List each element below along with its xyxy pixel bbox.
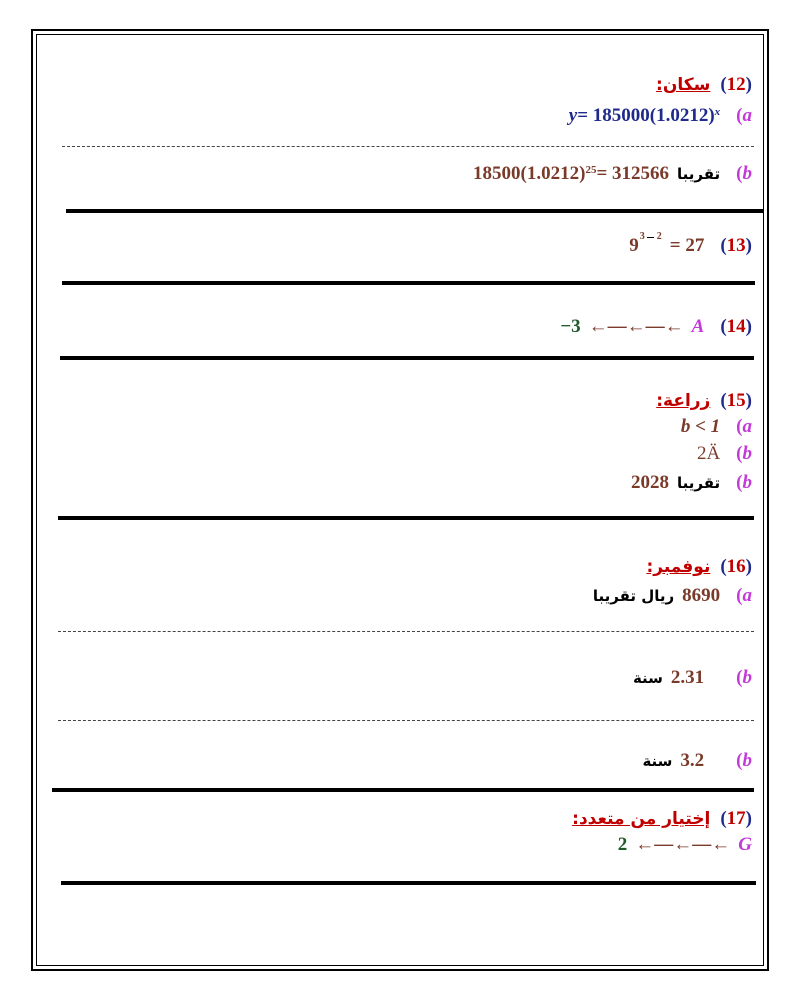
q12-b-rhs: = 312566 <box>596 163 670 184</box>
q16-number: 16 <box>726 556 746 577</box>
section-divider <box>58 516 754 520</box>
dashed-divider <box>62 146 754 147</box>
q16-part-a: ريال تقريبا 8690 ( a <box>592 585 752 606</box>
q15-number: 15 <box>726 390 746 411</box>
q12-b-lhs: 18500(1.0212) <box>473 163 586 184</box>
q16-b1-unit: سنة <box>632 669 663 687</box>
q12-a-label: a <box>742 105 752 126</box>
q16-a-value: 8690 <box>682 585 721 606</box>
q17-number: 17 <box>726 808 746 829</box>
q17-header: إختيار من متعدد: ( 17 ) <box>572 808 752 829</box>
q13-exponent-fraction: 3 2 <box>639 231 662 242</box>
section-divider <box>61 881 756 885</box>
q15-part-b2: 2028 تقريبا ( b <box>631 472 752 493</box>
q17-arrows: ←—←—← <box>635 834 731 855</box>
q16-b2-value: 3.2 <box>680 750 705 771</box>
q16-b1-value: 2.31 <box>670 667 705 688</box>
section-divider <box>60 356 754 360</box>
dashed-divider <box>58 631 754 632</box>
q12-b-label: b <box>742 163 752 184</box>
q15-a-label: a <box>742 416 752 437</box>
q14-number: 14 <box>726 316 746 337</box>
q15-header: زراعة: ( 15 ) <box>656 390 752 411</box>
q15-b1-label: b <box>742 443 752 464</box>
q15-b1-text: 2Ä <box>696 443 721 464</box>
q16-heading: نوفمبر: <box>646 557 711 577</box>
q12-b-exponent: 25 <box>585 164 597 176</box>
q14-arrows: ←—←—← <box>588 316 684 337</box>
q14-line: −3 ←—←—← A ( 14 ) <box>560 316 752 337</box>
q16-part-b1: سنة 2.31 ( b <box>632 667 752 688</box>
q12-header: سكان: ( 12 ) <box>656 74 752 95</box>
q15-a-text: b < 1 <box>680 416 721 437</box>
q12-a-exponent: x <box>714 106 721 118</box>
q12-number: 12 <box>726 74 746 95</box>
q15-heading: زراعة: <box>656 391 711 411</box>
q14-value: −3 <box>560 316 581 337</box>
q13-base: 9 <box>629 235 639 256</box>
q17-answer <box>618 832 752 858</box>
q14-letter: A <box>691 316 705 337</box>
q16-b1-label: b <box>742 667 752 688</box>
q17-letter: G <box>738 834 752 855</box>
section-divider <box>62 281 755 285</box>
q12-part-a: y = 185000(1.0212) $^x$ ( a <box>568 105 752 126</box>
q12-a-y: y <box>568 105 578 126</box>
q15-b2-value: 2028 <box>631 472 670 493</box>
q17-heading: إختيار من متعدد: <box>572 809 711 829</box>
q13-number: 13 <box>726 235 746 256</box>
section-divider <box>52 788 754 792</box>
q16-part-b2: سنة 3.2 ( b <box>642 750 752 771</box>
section-divider <box>66 209 763 213</box>
q12-a-equation: = 185000(1.0212) <box>577 105 715 126</box>
q12-heading: سكان: <box>656 75 711 95</box>
q16-a-unit: ريال تقريبا <box>592 587 675 605</box>
q15-part-b1: 2Ä ( b <box>696 443 752 464</box>
q12-part-b: 18500(1.0212) $^{25}$ = 312566 تقريبا ( b <box>473 163 752 184</box>
q15-b2-approx: تقريبا <box>677 474 721 492</box>
q15-part-a: b < 1 ( a <box>680 416 752 437</box>
q16-b2-unit: سنة <box>642 752 673 770</box>
q12-b-approx: تقريبا <box>677 165 721 183</box>
q13-result: = 27 <box>669 235 705 256</box>
q15-b2-label: b <box>742 472 752 493</box>
q17-value: 2 <box>617 834 628 855</box>
dashed-divider <box>58 720 754 721</box>
q16-a-label: a <box>742 585 752 606</box>
q16-header: نوفمبر: ( 16 ) <box>646 556 752 577</box>
q13-line: 9 3 2 = 27 ( 13 ) <box>629 231 752 256</box>
q16-b2-label: b <box>742 750 752 771</box>
